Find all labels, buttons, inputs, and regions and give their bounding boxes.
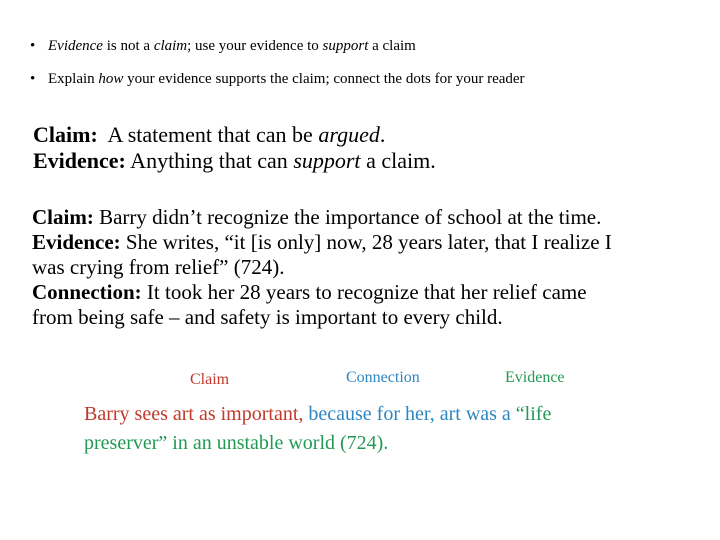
example-claim-line — [32, 205, 612, 230]
example-evidence-line-2: was crying from relief” (724). — [32, 255, 285, 279]
example-connection-label: Connection: — [32, 280, 142, 304]
bullet-1-segment: support — [322, 38, 369, 54]
evidence-definition-end: a claim. — [360, 148, 436, 173]
example-claim-label: Claim: — [32, 205, 94, 229]
bullet-1-segment: ; use your evidence to — [187, 38, 323, 54]
claim-label: Claim: — [33, 122, 98, 147]
example-block — [32, 205, 612, 330]
bullet-2-segment: your evidence supports the claim; connect the dots for your reader — [123, 71, 525, 87]
bullet-2 — [30, 70, 525, 88]
legend-connection: Connection — [346, 369, 420, 386]
bullet-2-text — [48, 71, 525, 87]
color-example-claim: Barry sees art as important, — [84, 403, 304, 425]
color-example-evidence-1: “life — [515, 403, 552, 425]
bullet-dot: • — [30, 71, 36, 87]
bullet-1-segment: Evidence — [48, 38, 103, 54]
definitions-block — [33, 122, 436, 174]
claim-definition-text: A statement that can be — [97, 122, 319, 147]
claim-definition-italic: argued — [318, 122, 380, 147]
claim-definition-end: . — [379, 122, 386, 147]
bullet-2-segment: how — [98, 71, 124, 87]
example-connection-text-1: It took her 28 years to recognize that her relief came — [141, 280, 587, 304]
color-example-connection: because for her, art was a — [303, 403, 516, 425]
bullet-1 — [30, 37, 416, 55]
example-connection-line — [32, 280, 612, 305]
evidence-definition-text: Anything that can — [125, 148, 294, 173]
bullet-2-segment: Explain — [48, 71, 99, 87]
evidence-definition — [33, 148, 436, 174]
example-evidence-text-1: She writes, “it [is only] now, 28 years later, that I realize I — [120, 230, 612, 254]
legend-evidence: Evidence — [505, 369, 565, 386]
bullet-1-segment: a claim — [368, 38, 416, 54]
example-evidence-label: Evidence: — [32, 230, 121, 254]
legend-claim: Claim — [190, 371, 230, 388]
example-connection-line-2: from being safe – and safety is important to every child. — [32, 305, 503, 329]
example-claim-text: Barry didn’t recognize the importance of school at the time. — [93, 205, 602, 229]
bullet-1-segment: is not a — [102, 38, 154, 54]
bullet-1-segment: claim — [153, 38, 188, 54]
evidence-definition-italic: support — [293, 148, 361, 173]
color-example-line-1 — [84, 402, 551, 426]
example-evidence-line — [32, 230, 612, 255]
bullet-1-text — [48, 38, 416, 54]
color-example-line-2: preserver” in an unstable world (724). — [84, 432, 389, 454]
bullet-dot: • — [30, 38, 36, 54]
evidence-label: Evidence: — [33, 148, 126, 173]
claim-definition — [33, 122, 436, 148]
